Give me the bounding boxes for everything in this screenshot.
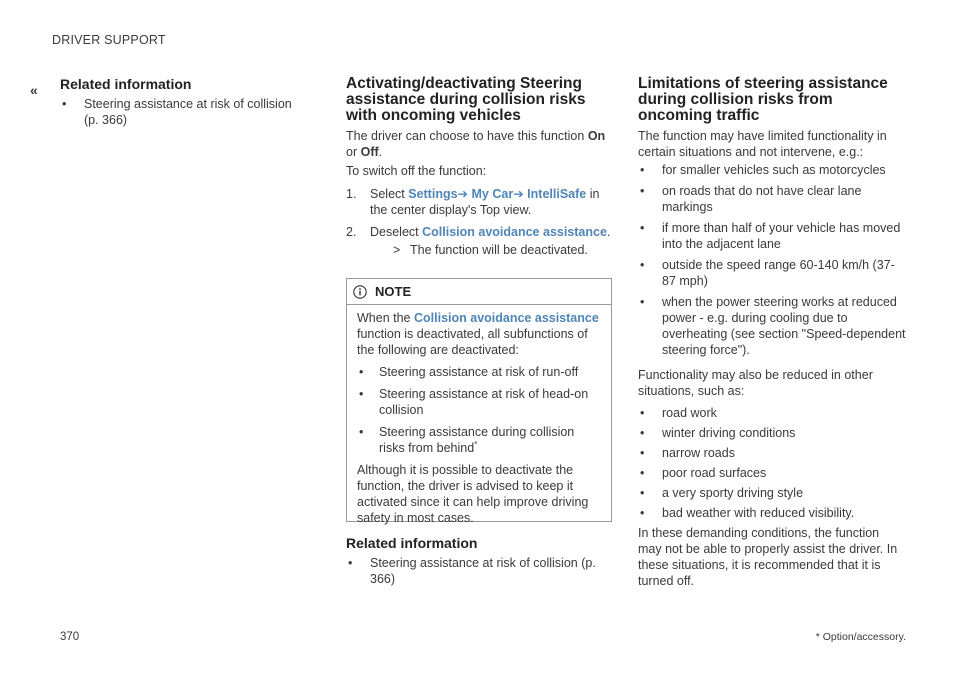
period: . [606, 225, 611, 239]
switch-off-intro: To switch off the function: [346, 164, 487, 178]
related-information-middle [346, 535, 614, 592]
step-1 [346, 186, 614, 218]
footnote: * Option/accessory. [815, 631, 906, 643]
bullet-icon: • [640, 466, 645, 480]
result-text: The function will be deactivated. [410, 243, 588, 257]
list-item-text: Steering assistance at risk of run-off [379, 365, 579, 379]
bullet-icon: • [359, 387, 364, 401]
step-number: 2. [346, 225, 357, 239]
step1-suffix: in the center display's Top view. [370, 187, 600, 217]
related-list [346, 555, 614, 587]
list-item [638, 465, 906, 481]
note-body [347, 305, 611, 526]
list-item [357, 424, 601, 456]
list-item [357, 364, 601, 380]
list-item [638, 183, 906, 215]
column-middle [346, 76, 614, 264]
or-text: or [346, 145, 358, 159]
lead-paragraph: The function may have limited functionality in certain situations and not intervene, e.g.: [638, 129, 887, 159]
list-item [357, 386, 601, 418]
list-item-text: Steering assistance during collision risks from behind [379, 425, 575, 455]
list-item [638, 505, 906, 521]
bullet-icon: • [640, 295, 645, 309]
note-intro [357, 310, 601, 358]
paragraph: Functionality may also be reduced in other situations, such as: [638, 368, 873, 398]
arrow-right-icon: ➔ [457, 187, 469, 201]
list-item[interactable] [346, 555, 614, 587]
menu-collision-avoidance[interactable]: Collision avoidance assistance [422, 225, 607, 239]
on-label: On [587, 129, 606, 143]
related-link[interactable]: Steering assistance at risk of collision (p. 366) [370, 556, 596, 586]
note-box [346, 278, 612, 525]
list-item-text: road work [662, 406, 717, 420]
list-item-text: Steering assistance at risk of head-on collision [379, 387, 589, 417]
reduced-functionality-list [638, 405, 906, 521]
step-result [370, 242, 614, 258]
list-item-text: if more than half of your vehicle has moved into the adjacent lane [662, 221, 901, 251]
list-item-text: bad weather with reduced visibility. [662, 506, 855, 520]
info-icon [353, 285, 367, 299]
list-item-text: poor road surfaces [662, 466, 767, 480]
bullet-icon: • [640, 486, 645, 500]
lead-paragraph [346, 128, 614, 160]
bullet-icon: • [640, 426, 645, 440]
bullet-icon: • [62, 97, 67, 111]
related-link[interactable]: Steering assistance at risk of collision (p. 366) [84, 97, 292, 127]
result-arrow-icon: > [393, 243, 401, 257]
option-asterisk: * [474, 439, 478, 449]
list-item [638, 405, 906, 421]
note-title: NOTE [375, 283, 412, 299]
note-when: When the [357, 311, 411, 325]
related-information-heading: Related information [346, 535, 478, 551]
bullet-icon: • [640, 258, 645, 272]
related-information-heading: Related information [60, 76, 192, 92]
list-item-text: a very sporty driving style [662, 486, 804, 500]
note-list [357, 364, 601, 456]
list-item [638, 257, 906, 289]
closing-paragraph: In these demanding conditions, the function may not be able to properly assist the driver. In these situations, it is recommended that it is turned off. [638, 526, 898, 588]
select-text: Select [370, 187, 405, 201]
bullet-icon: • [640, 446, 645, 460]
bullet-icon: • [640, 184, 645, 198]
column-right [638, 76, 906, 589]
list-item-text: when the power steering works at reduced power - e.g. during cooling due to overheating (see section "Speed-dependent steering force"). [662, 295, 906, 357]
list-item [638, 485, 906, 501]
limitations-list [638, 162, 906, 358]
list-item [638, 220, 906, 252]
section-header: DRIVER SUPPORT [52, 33, 166, 47]
page-number: 370 [60, 631, 80, 643]
note-after-menu: function is deactivated, all subfunctions of the following are deactivated: [357, 327, 588, 357]
period: . [378, 145, 383, 159]
list-item-text: narrow roads [662, 446, 735, 460]
section-title: Limitations of steering assistance during collision risks from oncoming traffic [638, 75, 888, 124]
menu-intellisafe[interactable]: IntelliSafe [527, 187, 587, 201]
list-item-text: for smaller vehicles such as motorcycles [662, 163, 886, 177]
list-item[interactable] [60, 96, 295, 128]
bullet-icon: • [348, 556, 353, 570]
menu-settings[interactable]: Settings [408, 187, 458, 201]
list-item-text: on roads that do not have clear lane markings [662, 184, 862, 214]
bullet-icon: • [640, 221, 645, 235]
step-number: 1. [346, 187, 357, 201]
previous-page-arrows-icon[interactable]: « [30, 82, 35, 98]
bullet-icon: • [640, 506, 645, 520]
list-item-text: winter driving conditions [662, 426, 796, 440]
note-header [347, 279, 611, 305]
list-item [638, 445, 906, 461]
menu-collision-avoidance[interactable]: Collision avoidance assistance [414, 311, 599, 325]
off-label: Off [360, 145, 379, 159]
bullet-icon: • [359, 365, 364, 379]
note-closing: Although it is possible to deactivate the function, the driver is advised to keep it activated since it can help improve driving safety in most cases. [357, 463, 589, 525]
list-item [638, 425, 906, 441]
menu-my-car[interactable]: My Car [471, 187, 514, 201]
arrow-right-icon: ➔ [513, 187, 524, 201]
lead-text: The driver can choose to have this function [346, 129, 585, 143]
bullet-icon: • [359, 425, 364, 439]
page-title: Activating/deactivating Steering assistance during collision risks with oncoming vehicles [346, 75, 586, 124]
bullet-icon: • [640, 406, 645, 420]
list-item-text: outside the speed range 60-140 km/h (37-87 mph) [662, 258, 895, 288]
steps-list [346, 186, 614, 258]
column-left [60, 76, 295, 133]
related-list [60, 96, 295, 128]
list-item [638, 162, 906, 178]
step-2 [346, 224, 614, 258]
bullet-icon: • [640, 163, 645, 177]
deselect-text: Deselect [370, 225, 419, 239]
list-item [638, 294, 906, 358]
